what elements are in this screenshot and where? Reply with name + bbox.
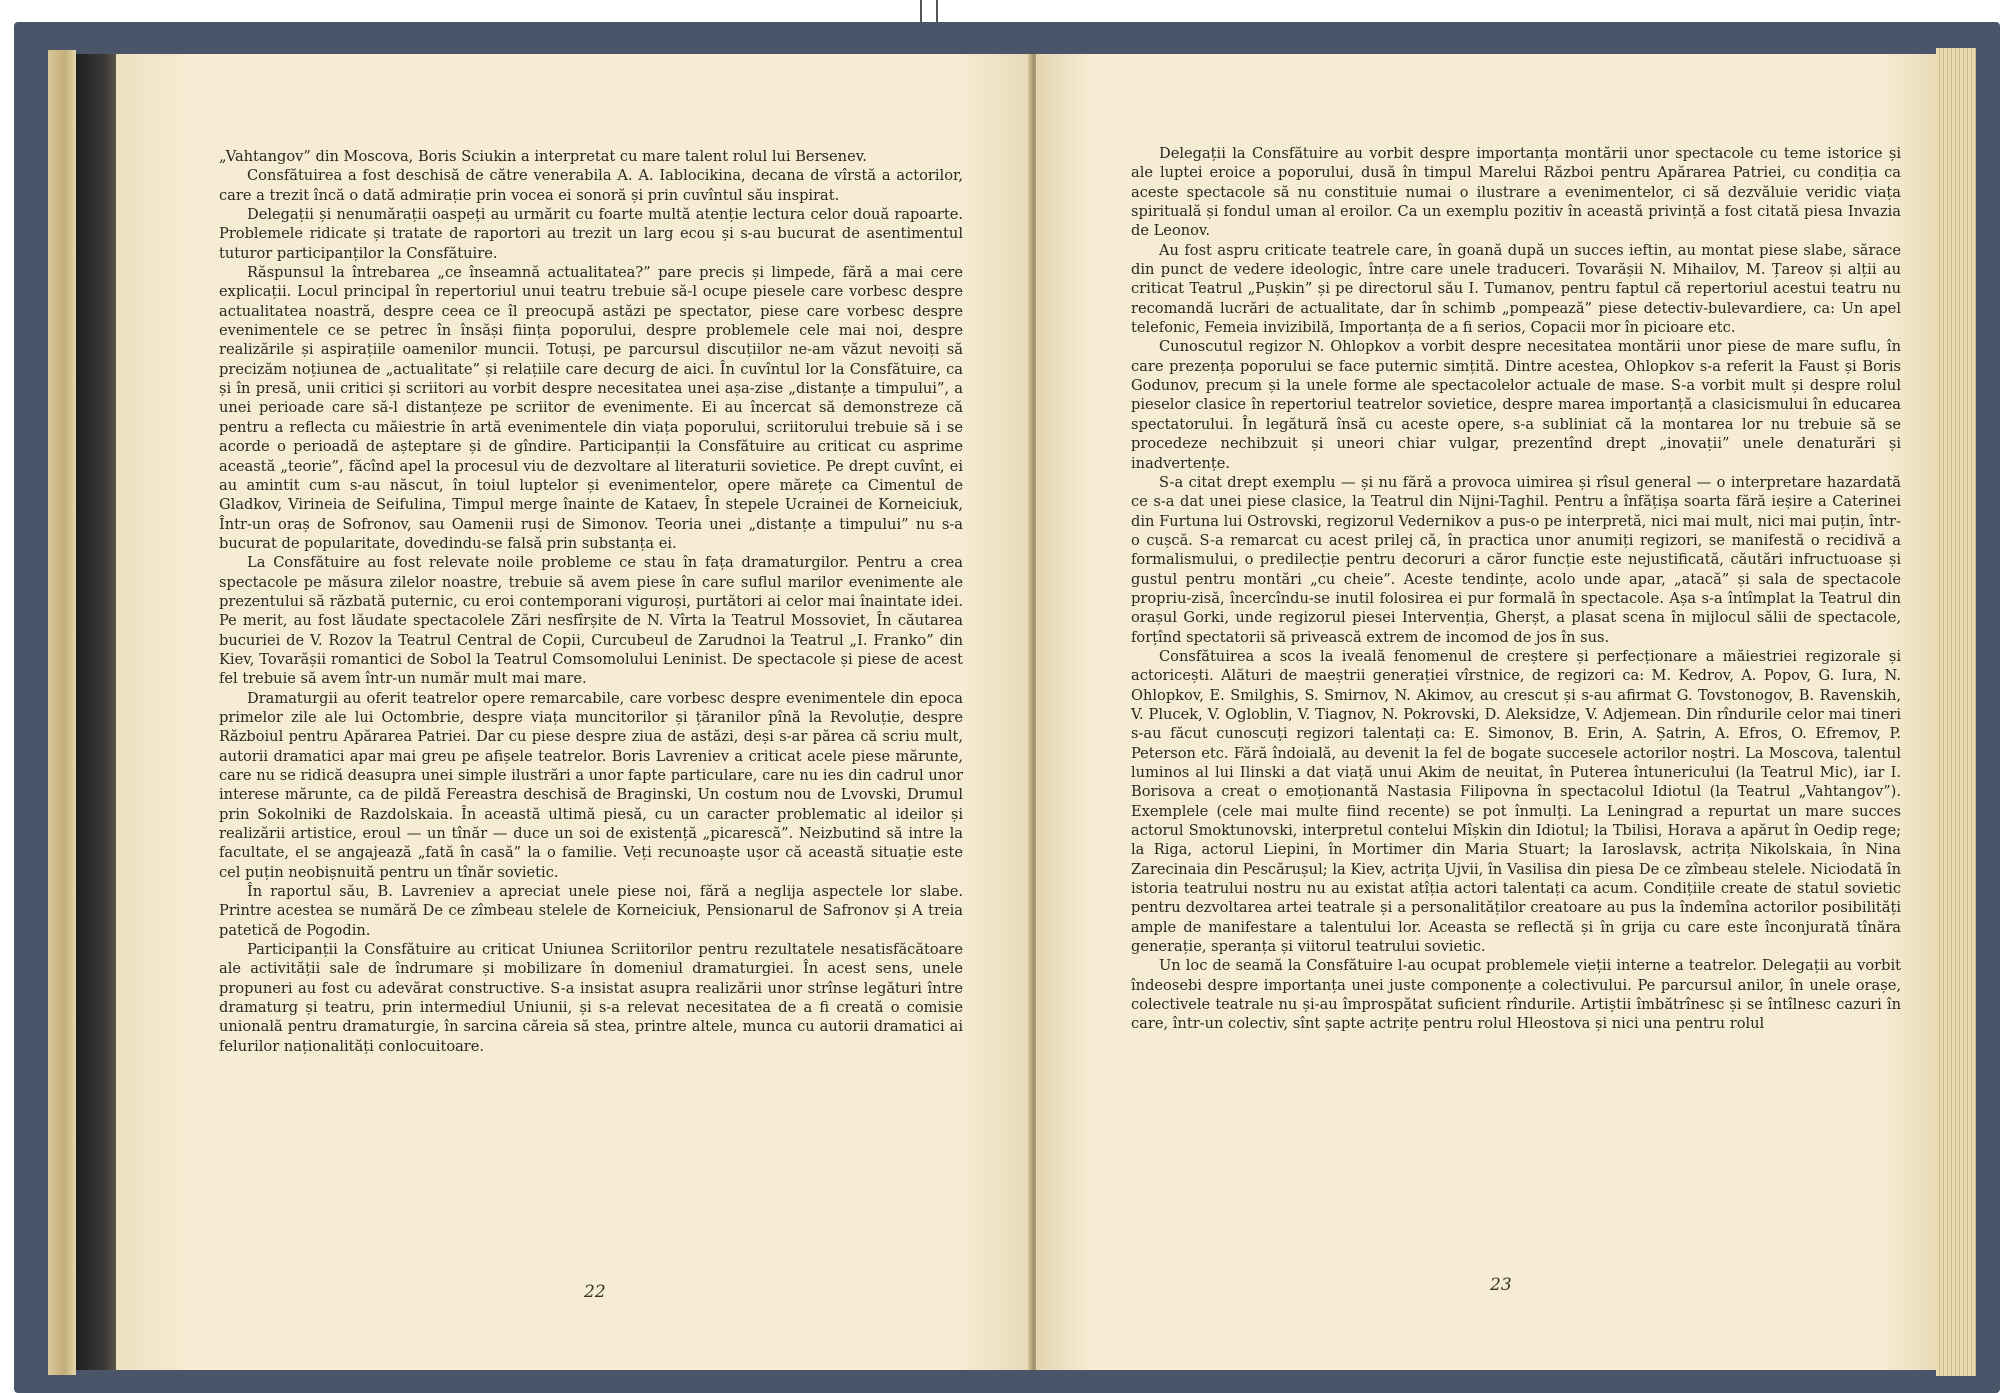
paragraph: Delegații și nenumărații oaspeți au urmărit cu foarte multă atenție lectura celor două rapoarte. Problemele ridicate și tratate de raportori au trezit un larg ecou și s-au bucurat de asentimentul tuturor participanților la Consfătuire.	[219, 206, 963, 262]
page-edges-left	[48, 50, 76, 1375]
paragraph: Cunoscutul regizor N. Ohlopkov a vorbit despre necesitatea montării unor piese de mare suflu, în care prezența poporului se face puternic simțită. Dintre acestea, Ohlopkov s-a referit la Faust și Boris Godunov, precum și la unele forme ale spectacolelor actuale de mase. S-a vorbit mult și despre rolul pieselor clasice în repertoriul teatrelor sovietice, despre marea importanță a clasicismului în educarea spectatorului. În legătură însă cu aceste opere, s-a subliniat că la montarea lor nu trebuie să se procedeze nechibzuit și uneori chiar vulgar, prezentînd drept „inovații” unele denaturări și inadvertențe.	[1131, 338, 1901, 472]
binding-thread	[920, 0, 922, 22]
left-page	[116, 54, 1034, 1370]
paragraph: Delegații la Consfătuire au vorbit despre importanța montării unor spectacole cu teme istorice și ale luptei eroice a poporului, dusă în timpul Marelui Război pentru Apărarea Patriei, cu condiția ca aceste spectacole să nu constituie numai o ilustrare a evenimentelor, ci să dezvăluie veridic viața spirituală și fondul uman al eroilor. Ca un exemplu pozitiv în această privință a fost citată piesa Invazia de Leonov.	[1131, 145, 1901, 240]
paragraph: Un loc de seamă la Consfătuire l-au ocupat problemele vieții interne a teatrelor. Delegații au vorbit îndeosebi despre importanța unei juste componențe a colectivului. Pe parcursul anilor, în unele orașe, colectivele teatrale nu și-au împrospătat suficient rîndurile. Artiștii îmbătrînesc și se întîlnesc cazuri în care, într-un colectiv, sînt șapte actrițe pentru rolul Hleostova și nici una pentru rolul	[1131, 957, 1901, 1033]
paragraph: Dramaturgii au oferit teatrelor opere remarcabile, care vorbesc despre evenimentele din epoca primelor zile ale lui Octombrie, despre viața muncitorilor și țăranilor pînă la Revoluție, despre Războiul pentru Apărarea Patriei. Dar cu piese despre ziua de astăzi, deși s-ar părea că scriu mult, autorii dramatici apar mai greu pe afișele teatrelor. Boris Lavreniev a criticat acele piese mărunte, care nu se ridică deasupra unei simple ilustrări a unor fapte particulare, care nu ies din cadrul unor interese mărunte, ca de pildă Fereastra deschisă de Braginski, Un costum nou de Lvovski, Drumul prin Sokolniki de Razdolskaia. În această ultimă piesă, cu un caracter problematic al ideilor și realizării artistice, eroul — un tînăr — duce un soi de existență „picarescă”. Neizbutind să intre la facultate, el se angajează „fată în casă” la o familie. Veți recunoaște ușor că această situație este cel puțin neobișnuită pentru un tînăr sovietic.	[219, 689, 963, 881]
paragraph: Consfătuirea a fost deschisă de către venerabila A. A. Iablocikina, decana de vîrstă a actorilor, care a trezit încă o dată admirație prin vocea ei sonoră și prin cuvîntul său inspirat.	[219, 167, 963, 204]
paragraph: Participanții la Consfătuire au criticat Uniunea Scriitorilor pentru rezultatele nesatisfăcătoare ale activității sale de îndrumare și mobilizare în domeniul dramaturgiei. În acest sens, unele propuneri au fost cu adevărat constructive. S-a insistat asupra realizării unor strînse legături între dramaturg și teatru, prin intermediul Uniunii, și s-a relevat necesitatea de a fi creată o comisie unională pentru dramaturgie, în sarcina căreia să stea, printre altele, munca cu autorii dramatici ai felurilor naționalități conlocuitoare.	[219, 941, 963, 1055]
paragraph: Au fost aspru criticate teatrele care, în goană după un succes ieftin, au montat piese slabe, sărace din punct de vedere ideologic, între care unele traduceri. Tovarășii N. Mihailov, M. Țareov și alții au criticat Teatrul „Pușkin” și pe directorul său I. Tumanov, pentru faptul că repertoriul acestui teatru nu recomandă lucrări de actualitate, dar în schimb „pompează” piese detectiv-bulevardiere, ca: Un apel telefonic, Femeia invizibilă, Importanța de a fi serios, Copacii mor în picioare etc.	[1131, 241, 1901, 337]
paragraph: În raportul său, B. Lavreniev a apreciat unele piese noi, fără a neglija aspectele lor slabe. Printre acestea se numără De ce zîmbeau stelele de Korneiciuk, Pensionarul de Safronov și A treia patetică de Pogodin.	[219, 883, 963, 939]
inner-cover-shadow	[76, 54, 116, 1370]
paragraph: Răspunsul la întrebarea „ce înseamnă actualitatea?” pare precis și limpede, fără a mai cere explicații. Locul principal în repertoriul unui teatru trebuie să-l ocupe piesele care vorbesc despre actualitatea noastră, despre ceea ce îl preocupă astăzi pe spectator, piese care vorbesc despre evenimentele ce se petrec în însăși ființa poporului, despre problemele cele mai noi, despre realizările și aspirațiile oamenilor muncii. Totuși, pe parcursul discuțiilor ne-am văzut nevoiți să precizăm noțiunea de „actualitate” și relațiile care decurg de aici. În cuvîntul lor la Consfătuire, ca și în presă, unii critici și scriitori au vorbit despre necesitatea unei așa-zise „distanțe a timpului”, a unei perioade care să-l distanțeze pe scriitor de evenimente. Ei au încercat să demonstreze că pentru a reflecta cu măiestrie în artă evenimentele din viața poporului, scriitorului trebuie să i se acorde o perioadă de așteptare și de gîndire. Participanții la Consfătuire au criticat cu asprime această „teorie”, făcînd apel la procesul viu de dezvoltare al literaturii sovietice. Pe drept cuvînt, ei au amintit cum s-au născut, în toiul luptelor și evenimentelor, opere mărețe ca Cimentul de Gladkov, Virineia de Seifulina, Timpul merge înainte de Kataev, În stepele Ucrainei de Korneiciuk, Într-un oraș de Sofronov, sau Oamenii ruși de Simonov. Teoria unei „distanțe a timpului” nu s-a bucurat de popularitate, dovedindu-se falsă prin substanța ei.	[219, 264, 963, 552]
page-number-right: 23	[1490, 1275, 1512, 1295]
paragraph: „Vahtangov” din Moscova, Boris Sciukin a interpretat cu mare talent rolul lui Bersenev.	[219, 148, 867, 165]
paragraph: La Consfătuire au fost relevate noile probleme ce stau în fața dramaturgilor. Pentru a crea spectacole pe măsura zilelor noastre, trebuie să avem piese în care suflul marilor evenimente ale prezentului să răzbată puternic, cu eroi contemporani viguroși, purtători ai celor mai înaintate idei. Pe merit, au fost lăudate spectacolele Zări nesfîrșite de N. Vîrta la Teatrul Mossoviet, În căutarea bucuriei de V. Rozov la Teatrul Central de Copii, Curcubeul de Zarudnoi la Teatrul „I. Franko” din Kiev, Tovarășii romantici de Sobol la Teatrul Comsomolului Leninist. De spectacole și piese de acest fel trebuie să avem într-un număr mult mai mare.	[219, 554, 963, 688]
paragraph: Consfătuirea a scos la iveală fenomenul de creștere și perfecționare a măiestriei regizorale și actoricești. Alături de maeștrii generației vîrstnice, de regizori ca: M. Kedrov, A. Popov, G. Iura, N. Ohlopkov, E. Smilghis, S. Smirnov, N. Akimov, au crescut și s-au afirmat G. Tovstonogov, B. Ravenskih, V. Plucek, V. Ogloblin, V. Tiagnov, N. Pokrovski, D. Aleksidze, V. Adjemean. Din rîndurile celor mai tineri s-au făcut cunoscuți regizori talentați ca: E. Simonov, B. Erin, A. Șatrin, A. Efros, O. Efremov, P. Peterson etc. Fără îndoială, au devenit la fel de bogate succesele actorilor noștri. La Moscova, talentul luminos al lui Ilinski a dat viață unui Akim de neuitat, în Puterea întunericului (la Teatrul Mic), iar I. Borisova a creat o emoționantă Nastasia Filipovna în spectacolul Idiotul (la Teatrul „Vahtangov”). Exemplele (cele mai multe fiind recente) se pot înmulți. La Leningrad a repurtat un mare succes actorul Smoktunovski, interpretul contelui Mîșkin din Idiotul; la Tbilisi, Horava a apărut în Oedip rege; la Riga, actorul Liepini, în Mortimer din Maria Stuart; la Iaroslavsk, actrița Nikolskaia, în Nina Zarecinaia din Pescărușul; la Kiev, actrița Ujvii, în Vasilisa din piesa De ce zîmbeau stelele. Niciodată în istoria teatrului nostru nu au existat atîția actori talentați ca acum. Condițiile create de statul sovietic pentru dezvoltarea artei teatrale și a personalităților creatoare au pus la îndemîna actorilor posibilități ample de manifestare a talentului lor. Aceasta se reflectă și în grija cu care este înconjurată tînăra generație, speranța și viitorul teatrului sovietic.	[1131, 647, 1901, 956]
right-page	[1036, 54, 1936, 1370]
left-text-column	[219, 147, 963, 1056]
binding-thread	[936, 0, 938, 22]
right-text-column	[1131, 144, 1901, 1034]
paragraph: S-a citat drept exemplu — și nu fără a provoca uimirea și rîsul general — o interpretare hazardată ce s-a dat unei piese clasice, la Teatrul din Nijni-Taghil. Pentru a înfățișa soarta fără ieșire a Caterinei din Furtuna lui Ostrovski, regizorul Vedernikov a pus-o pe interpretă, nici mai mult, nici mai puțin, într-o cușcă. S-a remarcat cu acest prilej că, în practica unor anumiți regizori, se manifestă o recidivă a formalismului, o predilecție pentru decoruri a căror funcție este nejustificată, căutări infructuoase și gustul pentru montări „cu cheie”. Aceste tendințe, acolo unde apar, „atacă” și sala de spectacole propriu-zisă, încercîndu-se inutil folosirea ei pur formală în spectacole. Așa s-a întîmplat la Teatrul din orașul Gorki, unde regizorul piesei Intervenția, Gherșt, a plasat scena în mijlocul sălii de spectacole, forțînd spectatorii să privească extrem de incomod de jos în sus.	[1131, 473, 1901, 646]
page-number-left: 22	[584, 1282, 606, 1302]
background-strip	[0, 0, 2000, 22]
page-edges-right	[1936, 48, 1976, 1376]
